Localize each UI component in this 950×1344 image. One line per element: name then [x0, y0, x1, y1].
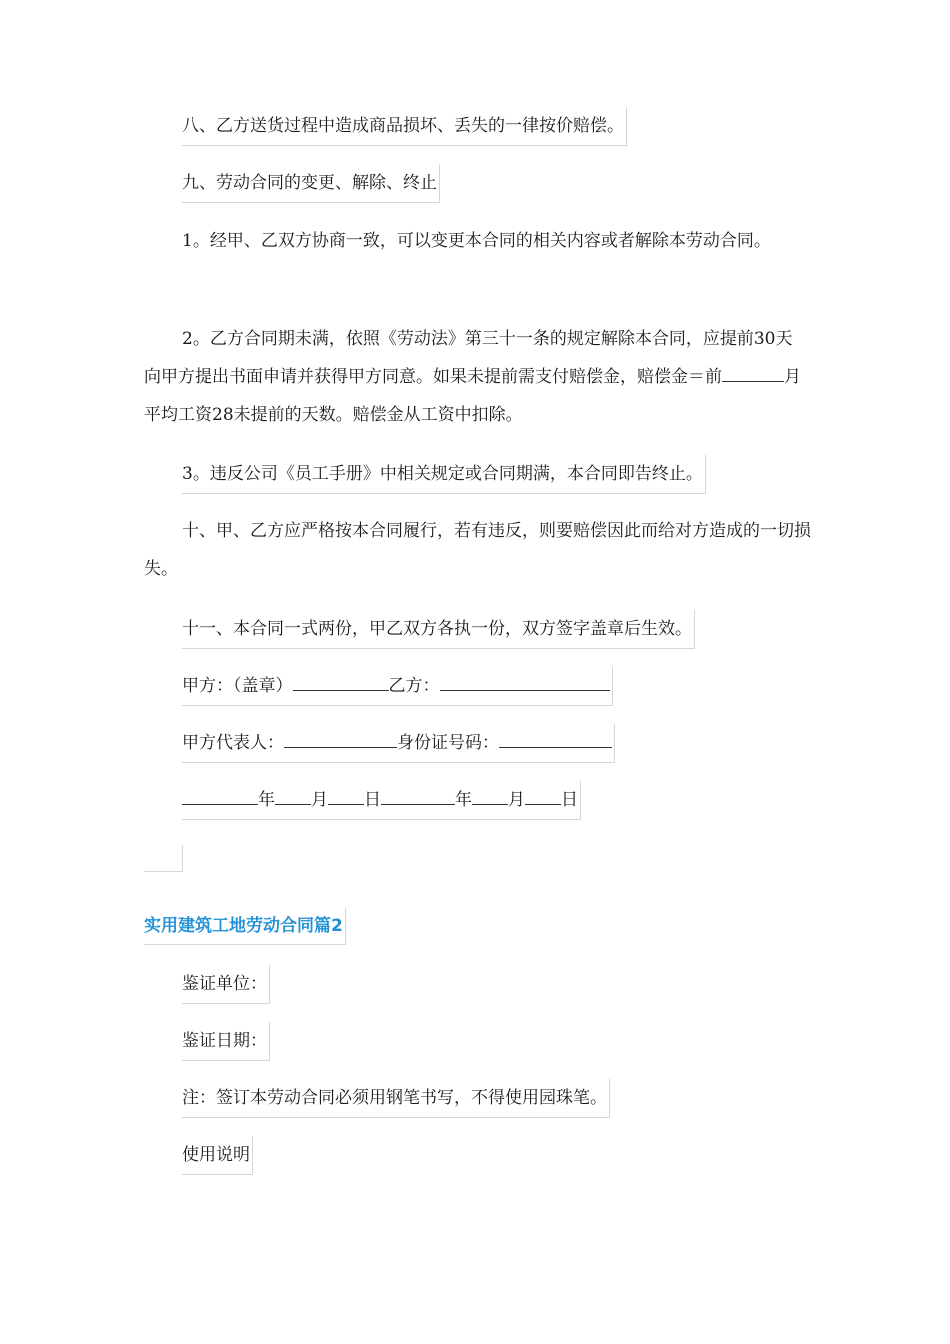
day-b-label: 日: [561, 790, 578, 810]
clause-9-text: 九、劳动合同的变更、解除、终止: [182, 164, 440, 203]
usage-line: [144, 1136, 253, 1175]
verify-date-line: [144, 1022, 270, 1061]
party-a-blank[interactable]: [293, 671, 389, 691]
verify-unit: 鉴证单位：: [182, 965, 270, 1004]
clause-9-1: [144, 222, 806, 260]
month-b-blank[interactable]: [472, 785, 508, 805]
signature-dates: [182, 781, 581, 820]
clause-9-2-text-a: 2。乙方合同期未满，依照《劳动法》第三十一条的规定解除本合同，应提前30天向甲方提出书面申请并获得甲方同意。如果未提前需支付赔偿金，赔偿金＝前: [144, 329, 793, 387]
note-line: [144, 1079, 610, 1118]
month-a-blank[interactable]: [275, 785, 311, 805]
year-a-label: 年: [258, 790, 275, 810]
id-label: 身份证号码：: [397, 733, 499, 753]
clause-9-3: [144, 455, 706, 494]
day-a-label: 日: [364, 790, 381, 810]
clause-10-text: 十、甲、乙方应严格按本合同履行，若有违反，则要赔偿因此而给对方造成的一切损失。: [144, 521, 811, 579]
rep-label: 甲方代表人：: [182, 733, 284, 753]
year-b-blank[interactable]: [381, 785, 455, 805]
signature-rep-line: [144, 724, 615, 763]
note-text: 注：签订本劳动合同必须用钢笔书写，不得使用园珠笔。: [182, 1079, 610, 1118]
year-a-blank[interactable]: [182, 785, 258, 805]
clause-9-1-text: 1。经甲、乙双方协商一致，可以变更本合同的相关内容或者解除本劳动合同。: [182, 231, 771, 251]
signature-parties-line: [144, 667, 613, 706]
clause-11: [144, 610, 695, 649]
party-a-label: 甲方：（盖章）: [182, 676, 293, 696]
party-b-blank[interactable]: [440, 671, 610, 691]
day-b-blank[interactable]: [525, 785, 561, 805]
day-a-blank[interactable]: [328, 785, 364, 805]
signature-rep: [182, 724, 615, 763]
months-blank: [722, 362, 784, 382]
rep-blank[interactable]: [284, 728, 397, 748]
clause-8-text: 八、乙方送货过程中造成商品损坏、丢失的一律按价赔偿。: [182, 107, 627, 146]
id-blank[interactable]: [499, 728, 612, 748]
section-2-heading: 实用建筑工地劳动合同篇2: [144, 908, 346, 945]
clause-9-heading: [144, 164, 440, 203]
year-b-label: 年: [455, 790, 472, 810]
clause-11-text: 十一、本合同一式两份，甲乙双方各执一份，双方签字盖章后生效。: [182, 610, 695, 649]
usage-heading: 使用说明: [182, 1136, 253, 1175]
signature-date-line: [144, 781, 581, 820]
month-b-label: 月: [508, 790, 525, 810]
clause-9-2-text-b: 月平均工资28未提前的天数。赔偿金从工资中扣除。: [144, 367, 801, 425]
month-a-label: 月: [311, 790, 328, 810]
empty-paragraph: [144, 845, 183, 872]
verify-date: 鉴证日期：: [182, 1022, 270, 1061]
signature-parties: [182, 667, 613, 706]
clause-10: [144, 512, 824, 588]
clause-9-2: [144, 320, 806, 434]
clause-9-3-text: 3。违反公司《员工手册》中相关规定或合同期满，本合同即告终止。: [182, 455, 706, 494]
party-b-label: 乙方：: [388, 676, 440, 696]
clause-8: [144, 107, 627, 146]
verify-unit-line: [144, 965, 270, 1004]
